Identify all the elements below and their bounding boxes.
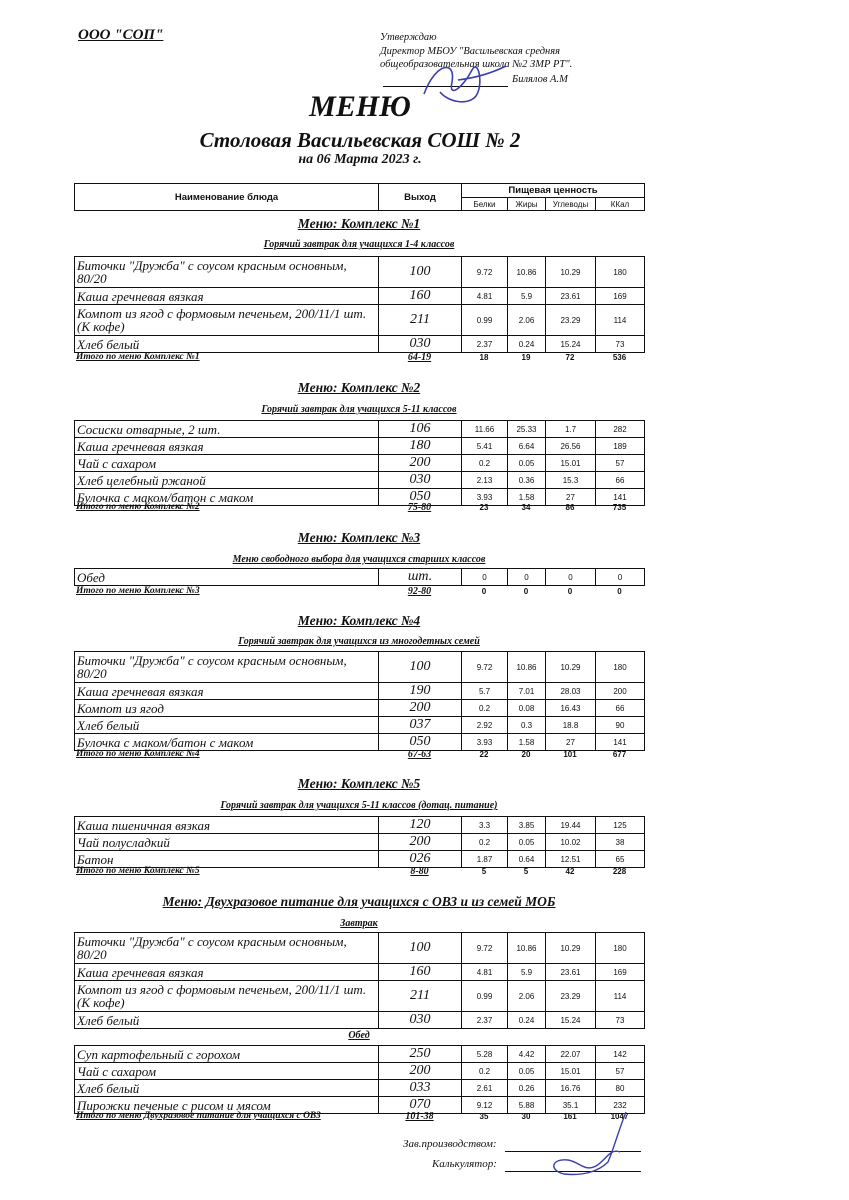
dish-carbs: 15.24 bbox=[546, 1012, 596, 1029]
dish-kcal: 114 bbox=[596, 305, 645, 336]
dish-kcal: 90 bbox=[596, 717, 645, 734]
dish-proteins: 5.7 bbox=[462, 683, 508, 700]
dish-output: 200 bbox=[379, 455, 462, 472]
table-row bbox=[75, 933, 645, 964]
dish-proteins: 4.81 bbox=[462, 288, 508, 305]
dish-output: 037 bbox=[379, 717, 462, 734]
dish-fats: 3.85 bbox=[508, 817, 546, 834]
table-row bbox=[75, 700, 645, 717]
total-carbs: 0 bbox=[567, 586, 573, 596]
dish-proteins: 0.99 bbox=[462, 981, 508, 1012]
table-row bbox=[75, 817, 645, 834]
dish-fats: 7.01 bbox=[508, 683, 546, 700]
menu-total-row bbox=[74, 748, 644, 760]
dish-output: 030 bbox=[379, 472, 462, 489]
dish-proteins: 0.2 bbox=[462, 1063, 508, 1080]
col-kcal-header: ККал bbox=[596, 198, 645, 211]
total-price: 67-63 bbox=[407, 748, 432, 760]
dish-name: Каша гречневая вязкая bbox=[75, 964, 379, 981]
dish-proteins: 2.37 bbox=[462, 1012, 508, 1029]
table-row bbox=[75, 257, 645, 288]
total-kcal: 0 bbox=[617, 586, 622, 596]
dish-fats: 0.3 bbox=[508, 717, 546, 734]
dish-output: 070 bbox=[379, 1097, 462, 1114]
total-proteins: 35 bbox=[479, 1111, 489, 1121]
dish-carbs: 28.03 bbox=[546, 683, 596, 700]
dish-fats: 10.86 bbox=[508, 933, 546, 964]
dish-fats: 5.9 bbox=[508, 288, 546, 305]
dish-kcal: 282 bbox=[596, 421, 645, 438]
dish-carbs: 23.61 bbox=[546, 964, 596, 981]
table-row bbox=[75, 1080, 645, 1097]
dish-name: Каша гречневая вязкая bbox=[75, 288, 379, 305]
table-row bbox=[75, 569, 645, 586]
dish-proteins: 2.61 bbox=[462, 1080, 508, 1097]
menu-title: Меню: Комплекс №2 bbox=[297, 380, 421, 395]
dish-carbs: 10.29 bbox=[546, 933, 596, 964]
menu-table bbox=[74, 256, 645, 353]
total-carbs: 86 bbox=[565, 502, 575, 512]
menu-subtitle: Горячий завтрак для учащихся из многодетных семей bbox=[238, 636, 480, 647]
menu-table bbox=[74, 420, 645, 506]
dish-output: 250 bbox=[379, 1046, 462, 1063]
approval-line-3: общеобразовательная школа №2 ЗМР РТ". bbox=[380, 59, 573, 70]
dish-fats: 5.88 bbox=[508, 1097, 546, 1114]
dish-fats: 0.24 bbox=[508, 336, 546, 353]
dish-proteins: 0.2 bbox=[462, 455, 508, 472]
dish-name: Хлеб белый bbox=[75, 717, 379, 734]
dish-output: 100 bbox=[379, 933, 462, 964]
total-price: 8-80 bbox=[410, 865, 429, 877]
table-row bbox=[75, 1046, 645, 1063]
dish-name: Каша гречневая вязкая bbox=[75, 683, 379, 700]
dish-carbs: 15.01 bbox=[546, 1063, 596, 1080]
dish-output: 200 bbox=[379, 834, 462, 851]
menu-subtitle-lunch: Обед bbox=[348, 1030, 370, 1041]
dish-proteins: 3.3 bbox=[462, 817, 508, 834]
dish-fats: 6.64 bbox=[508, 438, 546, 455]
dish-output: 033 bbox=[379, 1080, 462, 1097]
table-row bbox=[75, 964, 645, 981]
dish-fats: 4.42 bbox=[508, 1046, 546, 1063]
dish-output: 100 bbox=[379, 652, 462, 683]
dish-proteins: 9.12 bbox=[462, 1097, 508, 1114]
total-kcal: 735 bbox=[612, 502, 627, 512]
table-row bbox=[75, 1012, 645, 1029]
dish-carbs: 10.29 bbox=[546, 652, 596, 683]
dish-output: 120 bbox=[379, 817, 462, 834]
dish-kcal: 180 bbox=[596, 257, 645, 288]
table-row bbox=[75, 455, 645, 472]
dish-output: 211 bbox=[379, 981, 462, 1012]
dish-proteins: 2.13 bbox=[462, 472, 508, 489]
dish-output: 106 bbox=[379, 421, 462, 438]
dish-output: 050 bbox=[379, 489, 462, 506]
dish-kcal: 57 bbox=[596, 455, 645, 472]
dish-name: Биточки "Дружба" с соусом красным основным, 80/20 bbox=[75, 257, 379, 288]
total-kcal: 677 bbox=[612, 749, 627, 759]
dish-kcal: 66 bbox=[596, 700, 645, 717]
col-nutrition-header: Пищевая ценность bbox=[462, 184, 645, 198]
dish-kcal: 0 bbox=[596, 569, 645, 586]
total-carbs: 101 bbox=[563, 749, 577, 759]
menu-subtitle-breakfast: Завтрак bbox=[340, 918, 378, 929]
dish-kcal: 141 bbox=[596, 734, 645, 751]
menu-title: Меню: Двухразовое питание для учащихся с ОВЗ и из семей МОБ bbox=[162, 894, 556, 909]
dish-fats: 0.05 bbox=[508, 1063, 546, 1080]
dish-proteins: 9.72 bbox=[462, 933, 508, 964]
total-fats: 30 bbox=[521, 1111, 531, 1121]
dish-name: Компот из ягод с формовым печеньем, 200/11/1 шт. (К кофе) bbox=[75, 981, 379, 1012]
dish-output: 100 bbox=[379, 257, 462, 288]
dish-fats: 10.86 bbox=[508, 257, 546, 288]
menu-title: Меню: Комплекс №4 bbox=[297, 613, 421, 628]
col-fats-header: Жиры bbox=[508, 198, 546, 211]
total-carbs: 161 bbox=[563, 1111, 577, 1121]
dish-name: Биточки "Дружба" с соусом красным основным, 80/20 bbox=[75, 652, 379, 683]
dish-name: Каша пшеничная вязкая bbox=[75, 817, 379, 834]
dish-proteins: 5.28 bbox=[462, 1046, 508, 1063]
total-proteins: 0 bbox=[481, 586, 487, 596]
total-kcal: 1047 bbox=[610, 1111, 629, 1121]
dish-proteins: 3.93 bbox=[462, 734, 508, 751]
page-title: МЕНЮ bbox=[309, 90, 411, 123]
dish-fats: 0.36 bbox=[508, 472, 546, 489]
dish-carbs: 10.29 bbox=[546, 257, 596, 288]
dish-name: Компот из ягод с формовым печеньем, 200/11/1 шт. (К кофе) bbox=[75, 305, 379, 336]
dish-kcal: 142 bbox=[596, 1046, 645, 1063]
dish-name: Чай с сахаром bbox=[75, 455, 379, 472]
total-label: Итого по меню Двухразовое питание для учащихся с ОВЗ bbox=[76, 1111, 321, 1121]
dish-output: 050 bbox=[379, 734, 462, 751]
dish-output: 180 bbox=[379, 438, 462, 455]
dish-fats: 5.9 bbox=[508, 964, 546, 981]
canteen-name: Столовая Васильевская СОШ № 2 bbox=[199, 128, 521, 152]
dish-kcal: 232 bbox=[596, 1097, 645, 1114]
dish-proteins: 4.81 bbox=[462, 964, 508, 981]
approval-line-2: Директор МБОУ "Васильевская средняя bbox=[380, 45, 561, 57]
dish-kcal: 180 bbox=[596, 652, 645, 683]
total-fats: 5 bbox=[523, 866, 529, 876]
dish-output: 190 bbox=[379, 683, 462, 700]
menu-subtitle: Горячий завтрак для учащихся 1-4 классов bbox=[263, 239, 455, 250]
dish-fats: 0.64 bbox=[508, 851, 546, 868]
dish-kcal: 200 bbox=[596, 683, 645, 700]
dish-proteins: 0 bbox=[462, 569, 508, 586]
dish-fats: 10.86 bbox=[508, 652, 546, 683]
dish-carbs: 10.02 bbox=[546, 834, 596, 851]
dish-name: Обед bbox=[75, 569, 379, 586]
dish-name: Чай полусладкий bbox=[75, 834, 379, 851]
dish-output: 200 bbox=[379, 700, 462, 717]
dish-carbs: 26.56 bbox=[546, 438, 596, 455]
dish-output: 026 bbox=[379, 851, 462, 868]
menu-total-row bbox=[74, 501, 644, 513]
dish-fats: 0.26 bbox=[508, 1080, 546, 1097]
total-fats: 0 bbox=[523, 586, 529, 596]
dish-fats: 1.58 bbox=[508, 489, 546, 506]
dish-name: Каша гречневая вязкая bbox=[75, 438, 379, 455]
total-kcal: 536 bbox=[612, 352, 627, 362]
dish-name: Батон bbox=[75, 851, 379, 868]
dish-carbs: 15.01 bbox=[546, 455, 596, 472]
dish-name: Хлеб белый bbox=[75, 1012, 379, 1029]
dish-carbs: 16.43 bbox=[546, 700, 596, 717]
table-row bbox=[75, 652, 645, 683]
col-proteins-header: Белки bbox=[462, 198, 508, 211]
dish-kcal: 141 bbox=[596, 489, 645, 506]
dish-name: Компот из ягод bbox=[75, 700, 379, 717]
dish-name: Пирожки печеные с рисом и мясом bbox=[75, 1097, 379, 1114]
dish-proteins: 9.72 bbox=[462, 257, 508, 288]
dish-kcal: 57 bbox=[596, 1063, 645, 1080]
table-row bbox=[75, 438, 645, 455]
table-row bbox=[75, 305, 645, 336]
menu-table bbox=[74, 816, 645, 868]
table-row bbox=[75, 336, 645, 353]
dish-kcal: 180 bbox=[596, 933, 645, 964]
dish-carbs: 1.7 bbox=[546, 421, 596, 438]
calculator-label: Калькулятор: bbox=[432, 1158, 497, 1170]
dish-fats: 2.06 bbox=[508, 305, 546, 336]
director-name: Билялов А.М bbox=[512, 74, 568, 85]
total-kcal: 228 bbox=[612, 866, 627, 876]
dish-fats: 0.24 bbox=[508, 1012, 546, 1029]
table-row bbox=[75, 981, 645, 1012]
dish-carbs: 19.44 bbox=[546, 817, 596, 834]
menu-title: Меню: Комплекс №1 bbox=[297, 216, 421, 231]
menu-subtitle: Меню свободного выбора для учащихся старших классов bbox=[232, 554, 486, 565]
table-row bbox=[75, 421, 645, 438]
menu-table bbox=[74, 651, 645, 751]
dish-kcal: 80 bbox=[596, 1080, 645, 1097]
dish-fats: 0 bbox=[508, 569, 546, 586]
dish-name: Хлеб белый bbox=[75, 336, 379, 353]
organization-name: ООО "СОП" bbox=[78, 27, 164, 43]
dish-output: 160 bbox=[379, 964, 462, 981]
total-price: 64-19 bbox=[407, 351, 432, 363]
dish-kcal: 65 bbox=[596, 851, 645, 868]
col-carbs-header: Углеводы bbox=[546, 198, 596, 211]
dish-carbs: 15.3 bbox=[546, 472, 596, 489]
dish-name: Булочка с маком/батон с маком bbox=[75, 734, 379, 751]
dish-output: 211 bbox=[379, 305, 462, 336]
menu-title: Меню: Комплекс №5 bbox=[297, 776, 421, 791]
dish-proteins: 0.99 bbox=[462, 305, 508, 336]
total-proteins: 18 bbox=[479, 352, 489, 362]
total-proteins: 5 bbox=[481, 866, 487, 876]
dish-carbs: 22.07 bbox=[546, 1046, 596, 1063]
dish-output: 030 bbox=[379, 1012, 462, 1029]
dish-kcal: 73 bbox=[596, 336, 645, 353]
dish-name: Хлеб белый bbox=[75, 1080, 379, 1097]
col-output-header: Выход bbox=[379, 184, 462, 211]
total-fats: 20 bbox=[521, 749, 531, 759]
menu-total-row bbox=[74, 865, 644, 877]
menu-subtitle: Горячий завтрак для учащихся 5-11 классов (дотац. питание) bbox=[220, 800, 498, 811]
dish-carbs: 16.76 bbox=[546, 1080, 596, 1097]
dish-name: Хлеб целебный ржаной bbox=[75, 472, 379, 489]
dish-name: Чай с сахаром bbox=[75, 1063, 379, 1080]
production-head-label: Зав.производством: bbox=[403, 1138, 497, 1150]
dish-fats: 0.08 bbox=[508, 700, 546, 717]
dish-carbs: 23.29 bbox=[546, 305, 596, 336]
dish-carbs: 0 bbox=[546, 569, 596, 586]
dish-proteins: 5.41 bbox=[462, 438, 508, 455]
dish-proteins: 9.72 bbox=[462, 652, 508, 683]
table-row bbox=[75, 1063, 645, 1080]
menu-table bbox=[74, 932, 645, 1029]
dish-carbs: 27 bbox=[546, 734, 596, 751]
dish-kcal: 73 bbox=[596, 1012, 645, 1029]
dish-carbs: 12.51 bbox=[546, 851, 596, 868]
dish-output: шт. bbox=[379, 569, 462, 586]
total-label: Итого по меню Комплекс №5 bbox=[76, 866, 200, 876]
total-proteins: 22 bbox=[479, 749, 489, 759]
menu-date: на 06 Марта 2023 г. bbox=[298, 152, 422, 167]
dish-kcal: 189 bbox=[596, 438, 645, 455]
dish-kcal: 125 bbox=[596, 817, 645, 834]
dish-proteins: 11.66 bbox=[462, 421, 508, 438]
dish-proteins: 0.2 bbox=[462, 834, 508, 851]
col-name-header: Наименование блюда bbox=[75, 184, 379, 211]
dish-proteins: 1.87 bbox=[462, 851, 508, 868]
total-carbs: 42 bbox=[565, 866, 575, 876]
total-label: Итого по меню Комплекс №1 bbox=[76, 352, 200, 362]
dish-carbs: 27 bbox=[546, 489, 596, 506]
total-fats: 34 bbox=[521, 502, 531, 512]
dish-kcal: 169 bbox=[596, 288, 645, 305]
dish-output: 160 bbox=[379, 288, 462, 305]
dish-carbs: 35.1 bbox=[546, 1097, 596, 1114]
total-label: Итого по меню Комплекс №4 bbox=[76, 749, 200, 759]
dish-kcal: 169 bbox=[596, 964, 645, 981]
dish-proteins: 3.93 bbox=[462, 489, 508, 506]
dish-proteins: 2.37 bbox=[462, 336, 508, 353]
dish-carbs: 15.24 bbox=[546, 336, 596, 353]
dish-proteins: 0.2 bbox=[462, 700, 508, 717]
total-price: 75-80 bbox=[407, 501, 432, 513]
dish-kcal: 66 bbox=[596, 472, 645, 489]
table-row bbox=[75, 683, 645, 700]
dish-carbs: 18.8 bbox=[546, 717, 596, 734]
total-price: 101-38 bbox=[405, 1110, 434, 1122]
dish-fats: 1.58 bbox=[508, 734, 546, 751]
table-row bbox=[75, 472, 645, 489]
table-row bbox=[75, 288, 645, 305]
dish-carbs: 23.61 bbox=[546, 288, 596, 305]
dish-name: Сосиски отварные, 2 шт. bbox=[75, 421, 379, 438]
total-label: Итого по меню Комплекс №2 bbox=[76, 502, 200, 512]
table-row bbox=[75, 717, 645, 734]
dish-fats: 2.06 bbox=[508, 981, 546, 1012]
dish-name: Булочка с маком/батон с маком bbox=[75, 489, 379, 506]
approval-line-1: Утверждаю bbox=[380, 32, 437, 43]
dish-kcal: 38 bbox=[596, 834, 645, 851]
menu-total-row bbox=[74, 585, 644, 597]
dish-fats: 0.05 bbox=[508, 834, 546, 851]
menu-table bbox=[74, 1045, 645, 1114]
dish-fats: 25.33 bbox=[508, 421, 546, 438]
dish-fats: 0.05 bbox=[508, 455, 546, 472]
total-carbs: 72 bbox=[565, 352, 575, 362]
column-header-table bbox=[74, 183, 645, 211]
total-fats: 19 bbox=[521, 352, 531, 362]
menu-title: Меню: Комплекс №3 bbox=[297, 530, 421, 545]
dish-carbs: 23.29 bbox=[546, 981, 596, 1012]
dish-kcal: 114 bbox=[596, 981, 645, 1012]
dish-name: Биточки "Дружба" с соусом красным основным, 80/20 bbox=[75, 933, 379, 964]
dish-output: 030 bbox=[379, 336, 462, 353]
menu-table bbox=[74, 568, 645, 586]
signature-icon bbox=[538, 1108, 638, 1180]
dish-name: Суп картофельный с горохом bbox=[75, 1046, 379, 1063]
dish-proteins: 2.92 bbox=[462, 717, 508, 734]
total-price: 92-80 bbox=[407, 585, 432, 597]
menu-subtitle: Горячий завтрак для учащихся 5-11 классов bbox=[261, 404, 457, 415]
table-row bbox=[75, 834, 645, 851]
total-label: Итого по меню Комплекс №3 bbox=[76, 586, 200, 596]
dish-output: 200 bbox=[379, 1063, 462, 1080]
menu-total-row bbox=[74, 351, 644, 363]
total-proteins: 23 bbox=[479, 502, 489, 512]
